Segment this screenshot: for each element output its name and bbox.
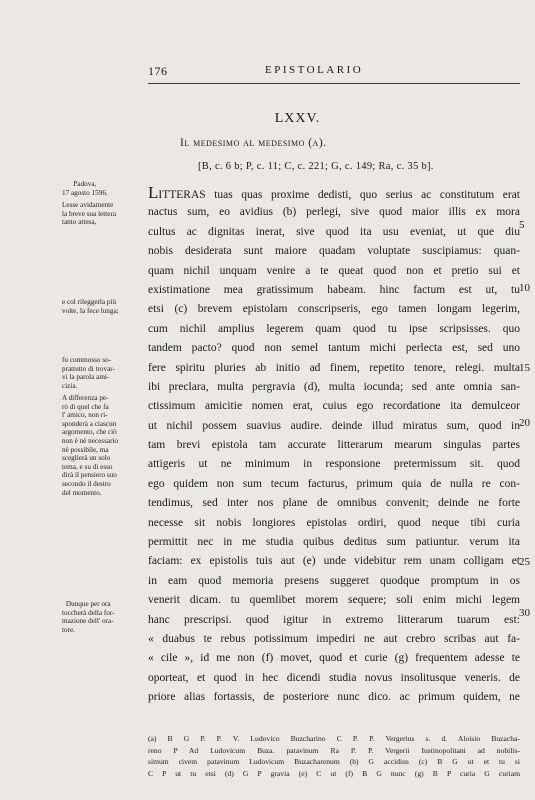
margin-note-line: fu commosso so- — [62, 356, 112, 364]
body-line: nactus sum, eo avidius (b) perlegi, sive quod maior illis ex mora — [148, 206, 520, 219]
body-line — [148, 184, 520, 203]
footnotes — [148, 733, 520, 779]
margin-note-line: tore. — [62, 625, 75, 634]
margin-note-line: non è nè necessario — [62, 436, 119, 445]
manuscript-sources: [B, c. 6 b; P, c. 11; C, c. 221; G, c. 149; Ra, c. 35 b]. — [198, 161, 434, 172]
margin-note-date — [62, 180, 108, 197]
body-line: tendimus, sed inter nos plane de omnibus convenit; deinde ne forte — [148, 497, 520, 510]
margin-note-line: volte, la fece lunga; — [62, 306, 119, 315]
margin-note-line: tema, e su di esso — [62, 462, 113, 471]
body-line: etsi (c) brevem epistolam conscripseris, ego tamen longam legerim, — [148, 303, 520, 316]
margin-note-line: 17 agosto 1596. — [62, 188, 108, 197]
drop-cap: L — [148, 183, 159, 202]
margin-note-line: nè possibile, ma — [62, 445, 109, 454]
body-line: cum nichil amplius legerem quam quod tu ipse scripsisses. quo — [148, 322, 520, 335]
margin-note-line: argomento, che ciò — [62, 428, 117, 437]
margin-note-line: Lesse avidamente — [62, 201, 114, 209]
line-number: 30 — [519, 607, 530, 619]
footnote-line: reno P Ad Ludovicum Buza. patavinum Ra P. P. Vergerii Iustinopolitani ad nobilis- — [148, 745, 520, 755]
letter-subtitle: Il medesimo al medesimo (a). — [180, 137, 327, 149]
margin-note-line: l' amico, non ri- — [62, 411, 108, 420]
body-line: necesse sit nobis longiores epistolas ordiri, quod neque tibi curia — [148, 516, 520, 529]
margin-note-summary — [62, 356, 115, 390]
line-number: 10 — [519, 282, 530, 294]
body-line: « duabus te rebus potissimum impediri ne aut crebro scribas aut fa- — [148, 632, 520, 645]
body-line: ctissimum amicitie nomen erat, cuius ego recordatione ita demulceor — [148, 400, 520, 413]
line-number: 5 — [519, 219, 525, 231]
margin-note-line: cizia. — [62, 381, 78, 390]
body-line: ego quidem non sum tecum facturus, primum quia de nulla re con- — [148, 477, 520, 490]
body-line: fere spiritu pluries ab initio ad finem, repetito tenore, relegi. multa — [148, 361, 520, 374]
margin-note-line: mazione dell' ora- — [62, 617, 114, 626]
margin-note-line: secondo il destro — [62, 479, 111, 488]
body-line: existimatione mea gratissimum habeam. hinc factum est ut, tu — [148, 283, 520, 296]
header-rule — [148, 83, 520, 84]
margin-note-line: dirà il pensiero suo — [62, 471, 117, 480]
margin-note-line: prattutto di trovar- — [62, 364, 115, 373]
line-number: 20 — [519, 417, 530, 429]
footnote-line: (a) B G P. P. V. Ludovico Buzcharino C P. P. Vergerius s. d. Aloisio Buzacha- — [148, 734, 520, 743]
body-line: faciam: ex epistolis tuis aut (e) unde videbitur rem unam colligam et — [148, 555, 520, 568]
margin-note-summary — [62, 600, 115, 634]
body-line: ut nichil possem suavius audire. deinde illud miratus sum, quod in — [148, 419, 520, 432]
margin-note-line: sponderà a ciascun — [62, 419, 117, 428]
margin-note-line: rò di quel che fa — [62, 402, 109, 411]
footnote-line: C P ut tu etsi (d) G P gravia (e) C ut (f) B G nunc (g) B P curia G curiam — [148, 768, 520, 778]
body-line: tam brevi epistola tam accurate litterarum mearum singulas partes — [148, 439, 520, 452]
margin-note-line: Dunque per ora — [65, 600, 111, 608]
margin-note-summary — [62, 394, 118, 497]
margin-note-line: tanto attesa, — [62, 218, 97, 227]
margin-note-line: del momento. — [62, 488, 102, 497]
margin-note-line: vi la parola ami- — [62, 373, 110, 382]
body-line: venerit dicam. tu quemlibet morem sequere; soli enim michi legem — [148, 594, 520, 607]
body-line-text: ITTERAS tuas quas proxime dedisti, quo serius ac constitutum erat — [158, 189, 520, 201]
page-number: 176 — [148, 64, 168, 78]
margin-note-line: Padova, — [73, 180, 97, 188]
body-line: hanc prescripsi. quod igitur in extremo litterarum tuarum est: — [148, 613, 520, 626]
margin-note-line: sceglierà un solo — [62, 454, 111, 463]
body-line: cultus ac dignitas inerat, sive quod ita usu eveniat, ut que diu — [148, 225, 520, 238]
margin-note-line: A differenza pe- — [62, 394, 109, 402]
margin-note-line: toccherà della for- — [62, 608, 115, 617]
body-line: oporteat, et quod in hec dicendi studia novus insolitusque veneris. de — [148, 671, 520, 684]
line-number: 15 — [519, 362, 530, 374]
running-title: EPISTOLARIO — [265, 64, 364, 76]
body-line: « cile », id me non (f) movet, quod et curie (g) frequentem adesse te — [148, 652, 520, 665]
margin-note-summary — [62, 298, 119, 315]
margin-note-line: e col rileggerla più — [62, 298, 117, 306]
margin-note-line: la breve sua lettera — [62, 209, 117, 218]
body-line: priore alias fortassis, de posteriore nunc dico. ac primum quidem, ne — [148, 691, 520, 704]
body-line: attigeris ut ne minimum in responsione pretermissum sit. quod — [148, 458, 520, 471]
letter-number: LXXV. — [274, 111, 321, 126]
letter-body — [148, 184, 520, 708]
body-line: quam nichil unquam venire a te queat quod non et pretio sui et — [148, 264, 520, 277]
line-number: 25 — [519, 556, 530, 568]
body-line: permittit nec in me studia quibus deditus sum patiuntur. verum ita — [148, 536, 520, 549]
body-line: ibi preclara, multa pergravia (d), multa iocunda; sed ante omnia san- — [148, 380, 520, 393]
margin-note-summary — [62, 201, 116, 227]
footnote-line: simum civem patavinum Ludovicum Buzacharenum (b) G accidius (c) B G ut et tu si — [148, 757, 520, 767]
body-line: nobis desiderata sunt maiore quadam voluptate suscipiamus: quan- — [148, 245, 520, 258]
body-line: in eam quod memoria presens suggeret quodque promptum in os — [148, 574, 520, 587]
body-line: tandem pacto? quod non semel tantum michi perlecta est, sed uno — [148, 342, 520, 355]
